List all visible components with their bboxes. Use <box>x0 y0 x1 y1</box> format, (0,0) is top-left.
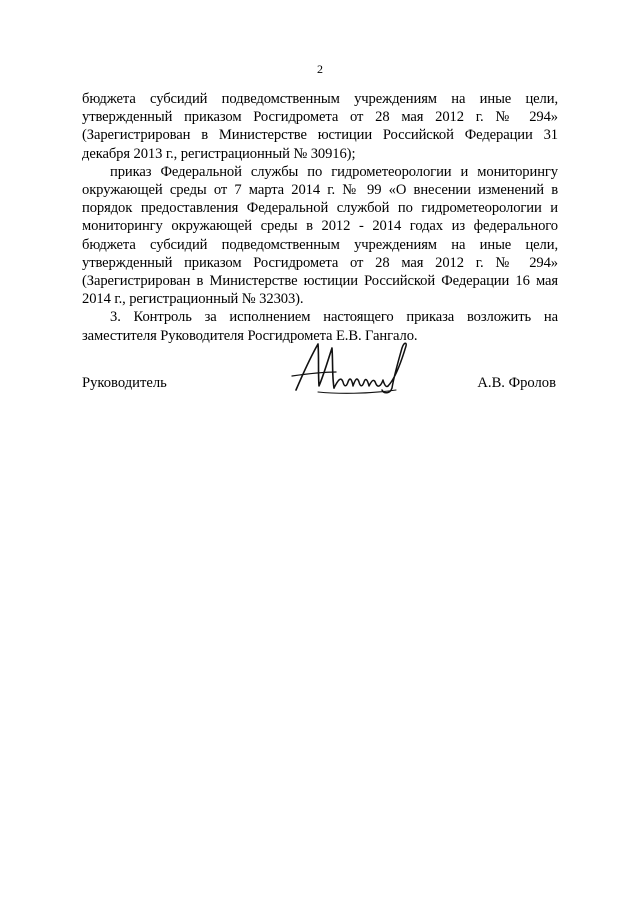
document-body <box>82 90 558 345</box>
paragraph-continuation: бюджета субсидий подведомственным учреждениям на иные цели, утвержденный приказом Росгидромета от 28 мая 2012 г. № 294» (Зарегистрирован в Министерстве юстиции Российской Федерации 31 декабря 2013 г., регистрационный № 30916); <box>82 91 558 162</box>
signature-block <box>82 356 558 416</box>
paragraph-control-clause: 3. Контроль за исполнением настоящего приказа возложить на заместителя Руководителя Росгидромета Е.В. Гангало. <box>82 309 558 344</box>
signer-title: Руководитель <box>82 375 167 391</box>
signer-name: А.В. Фролов <box>477 375 556 391</box>
handwritten-signature <box>288 336 418 402</box>
paragraph-order-reference: приказ Федеральной службы по гидрометеорологии и мониторингу окружающей среды от 7 марта 2014 г. № 99 «О внесении изменений в порядок предоставления Федеральной службой по гидрометеорологии и мониторингу окружающей среды в 2012 - 2014 годах из федерального бюджета субсидий подведомственным учреждениям на иные цели, утвержденный приказом Росгидромета от 28 мая 2012 г. № 294» (Зарегистрирован в Министерстве юстиции Российской Федерации 16 мая 2014 г., регистрационный № 32303). <box>82 163 558 308</box>
page-number: 2 <box>317 62 323 76</box>
